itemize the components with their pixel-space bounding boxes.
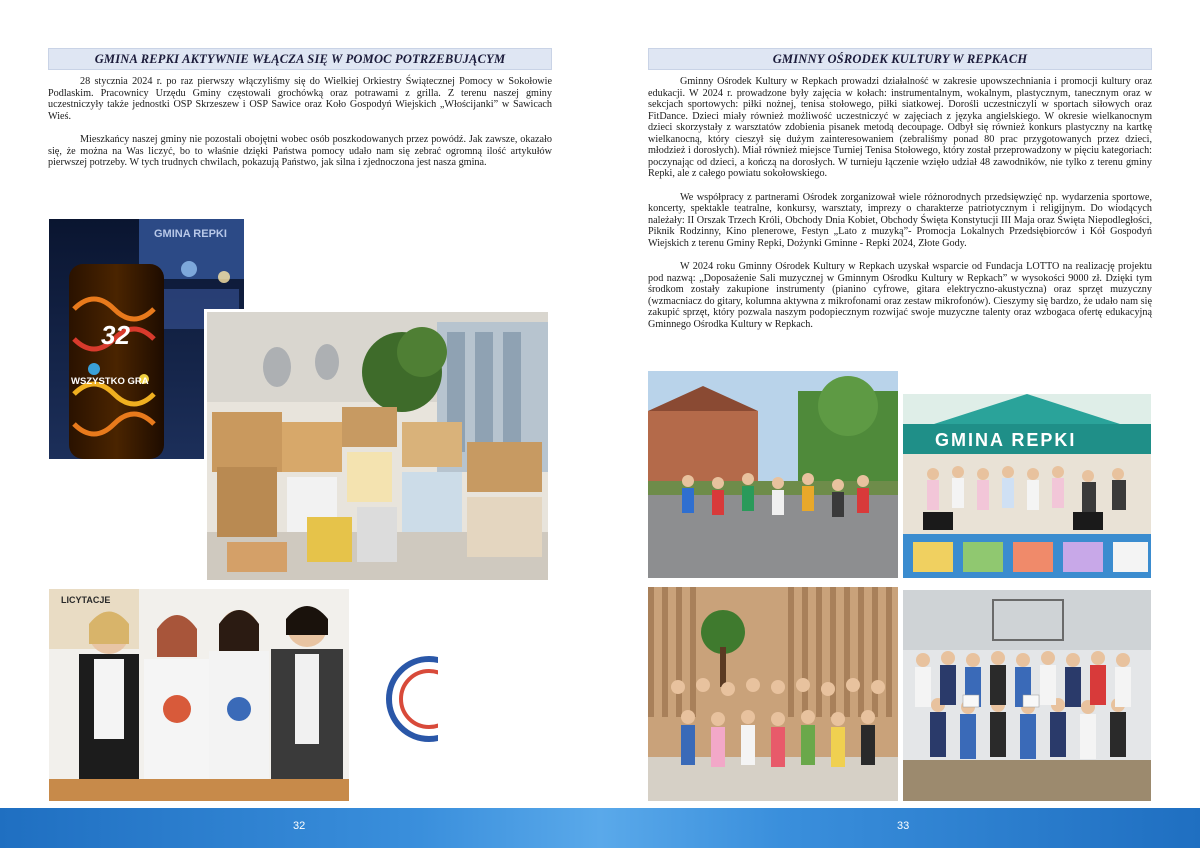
right-page [600, 0, 1200, 808]
photo-sports-team [903, 590, 1151, 801]
banner-text: GMINA REPKI [154, 228, 227, 240]
left-page [0, 0, 600, 808]
right-section-heading: GMINNY OŚRODEK KULTURY W REPKACH [648, 48, 1152, 70]
left-section-heading: GMINA REPKI AKTYWNIE WŁĄCZA SIĘ W POMOC POTRZEBUJĄCYM [48, 48, 552, 70]
jar-number: 32 [101, 320, 130, 350]
photo-children-group [648, 587, 898, 801]
page-number-left: 32 [293, 820, 306, 832]
page-number-right: 33 [897, 820, 910, 832]
right-paragraph-1: Gminny Ośrodek Kultury w Repkach prowadzi działalność w zakresie upowszechniania i promocji kultury oraz edukacji. W 2024 r. prowadzone były zajęcia w kołach: instrumentalnym, wokalnym, plastycznym, tanecznym oraz w sekcjach sportowych: piłki nożnej, tenisa stołowego, piłki siatkowej. Dorośli uczestniczyli w sportach siłowych oraz FitDance. Dzieci miały również możliwość uczestniczyć w zajęciach z języka angielskiego. W okresie wielkanocnym dzieci skorzystały z warsztatów zdobienia pisanek metodą decoupage. Odbył się również konkurs plastyczny na kartkę wielkanocną, który cieszył się dużym zainteresowaniem (zebraliśmy ponad 80 prac przygotowanych przez dzieci, młodzież i dorosłych). Miał również miejsce Turniej Tenisa Stołowego, który został przeprowadzony w pięciu kategoriach: poczynając od dzieci, a kończą na dorosłych. W turnieju łączenie wzięło udział 48 zawodników, nie tylko z terenu gminy Repki, ale z całego powiatu sokołowskiego. [648, 76, 1152, 179]
right-paragraph-3: W 2024 roku Gminny Ośrodek Kultury w Repkach uzyskał wsparcie od Fundacja LOTTO na realizację projektu pod nazwą: „Doposażenie Sali muzycznej w Gminnym Ośrodku Kultury w Repkach” w wysokości 9000 zł. Dzięki tym środkom zostały zakupione instrumenty (pianino cyfrowe, gitara elektryczno-akustyczna) oraz sprzęt muzyczny (wzmacniacz do gitary, kolumna aktywna z mikrofonami oraz zestaw mikrofonów). Cieszymy się bardzo, że udało nam się zakupić sprzęt, który pozwala naszym podopiecznym rozwijać swoje muzyczne talenty oraz wzbogaca ofertę edukacyjną Gminnego Ośrodka Kultury w Repkach. [648, 261, 1152, 330]
left-body-text [48, 76, 552, 181]
photo-donations [204, 309, 551, 583]
right-paragraph-2: We współpracy z partnerami Ośrodek zorganizował wiele różnorodnych przedsięwzięć np. wydarzenia sportowe, koncerty, spektakle teatralne, konkursy, warsztaty, imprezy o charakterze patriotycznym i religijnym. Do wiodących należały: II Orszak Trzech Króli, Obchody Dnia Kobiet, Obchody Święta Konstytucji III Maja oraz Święta Niepodległości, Piknik Rodzinny, Kino plenerowe, Festyn „Lato z muzyką”- Promocja Lokalnych Przedsiębiorców i Kół Gospodyń Wiejskich z terenu Gminy Repki, Dożynki Gminne - Repki 2024, Złote Gody. [648, 191, 1152, 249]
left-paragraph-2: Mieszkańcy naszej gminy nie pozostali obojętni wobec osób poszkodowanych przez powódź. Jak zawsze, okazało się, że można na Was liczyć, bo to właśnie dzięki Państwa pomocy udało nam się zebrać ogromną ilość artykułów pierwszej potrzeby. W tych trudnych chwilach, pokazują Państwo, jak silna i zjednoczona jest nasza gmina. [48, 134, 552, 168]
photo-children-race [648, 371, 898, 578]
footer-bar [0, 808, 1200, 848]
photo-stage-tent [903, 394, 1151, 578]
right-body-text [648, 76, 1152, 342]
photo-volunteers [49, 589, 438, 801]
tent-banner: GMINA REPKI [935, 430, 1077, 450]
auction-sign: LICYTACJE [61, 595, 111, 605]
left-paragraph-1: 28 stycznia 2024 r. po raz pierwszy włączyliśmy się do Wielkiej Orkiestry Świątecznej Pomocy w Sokołowie Podlaskim. Pracownicy Urzędu Gminy częstowali grochówką oraz potrawami z grilla. Z terenu naszej gminy uczestniczyły także jednostki OSP Skrzeszew i OSP Sawice oraz Koło Gospodyń Wiejskich „Włościjanki” w Sawicach Wieś. [48, 76, 552, 122]
jar-slogan: WSZYSTKO GRA [71, 376, 149, 387]
